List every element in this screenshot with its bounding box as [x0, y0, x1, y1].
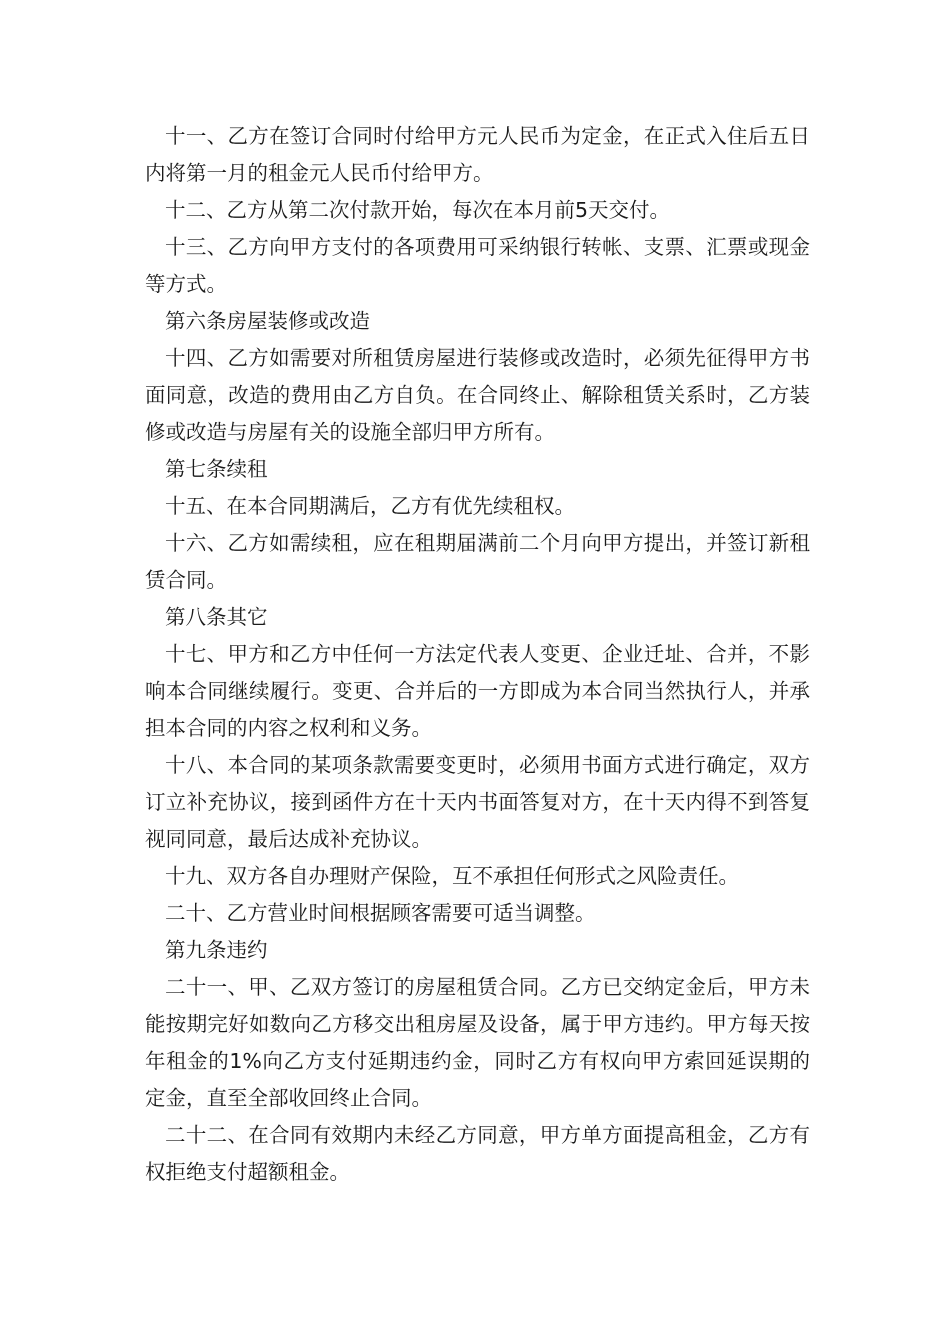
section-heading-9: 第九条违约 [165, 938, 268, 962]
clause-11: 十一、乙方在签订合同时付给甲方元人民币为定金，在正式入住后五日内将第一月的租金元人民币付给甲方。 [145, 124, 810, 185]
clause-16: 十六、乙方如需续租，应在租期届满前二个月向甲方提出，并签订新租赁合同。 [145, 531, 810, 592]
clause-12: 十二、乙方从第二次付款开始，每次在本月前5天交付。 [165, 198, 671, 222]
section-heading-6: 第六条房屋装修或改造 [165, 309, 370, 333]
clause-17: 十七、甲方和乙方中任何一方法定代表人变更、企业迁址、合并，不影响本合同继续履行。变更、合并后的一方即成为本合同当然执行人，并承担本合同的内容之权利和义务。 [145, 642, 810, 740]
clause-14: 十四、乙方如需要对所租赁房屋进行装修或改造时，必须先征得甲方书面同意，改造的费用由乙方自负。在合同终止、解除租赁关系时，乙方装修或改造与房屋有关的设施全部归甲方所有。 [145, 346, 810, 444]
clause-18: 十八、本合同的某项条款需要变更时，必须用书面方式进行确定，双方订立补充协议，接到函件方在十天内书面答复对方，在十天内得不到答复视同同意，最后达成补充协议。 [145, 753, 810, 851]
clause-20: 二十、乙方营业时间根据顾客需要可适当调整。 [165, 901, 596, 925]
clause-15: 十五、在本合同期满后，乙方有优先续租权。 [165, 494, 575, 518]
clause-21: 二十一、甲、乙双方签订的房屋租赁合同。乙方已交纳定金后，甲方未能按期完好如数向乙方移交出租房屋及设备，属于甲方违约。甲方每天按年租金的1%向乙方支付延期违约金，同时乙方有权向甲方索回延误期的定金，直至全部收回终止合同。 [145, 975, 810, 1110]
section-heading-8: 第八条其它 [165, 605, 268, 629]
section-heading-7: 第七条续租 [165, 457, 268, 481]
clause-13: 十三、乙方向甲方支付的各项费用可采纳银行转帐、支票、汇票或现金等方式。 [145, 235, 810, 296]
clause-22: 二十二、在合同有效期内未经乙方同意，甲方单方面提高租金，乙方有权拒绝支付超额租金。 [145, 1123, 810, 1184]
clause-19: 十九、双方各自办理财产保险，互不承担任何形式之风险责任。 [165, 864, 739, 888]
document-body [145, 118, 810, 1191]
